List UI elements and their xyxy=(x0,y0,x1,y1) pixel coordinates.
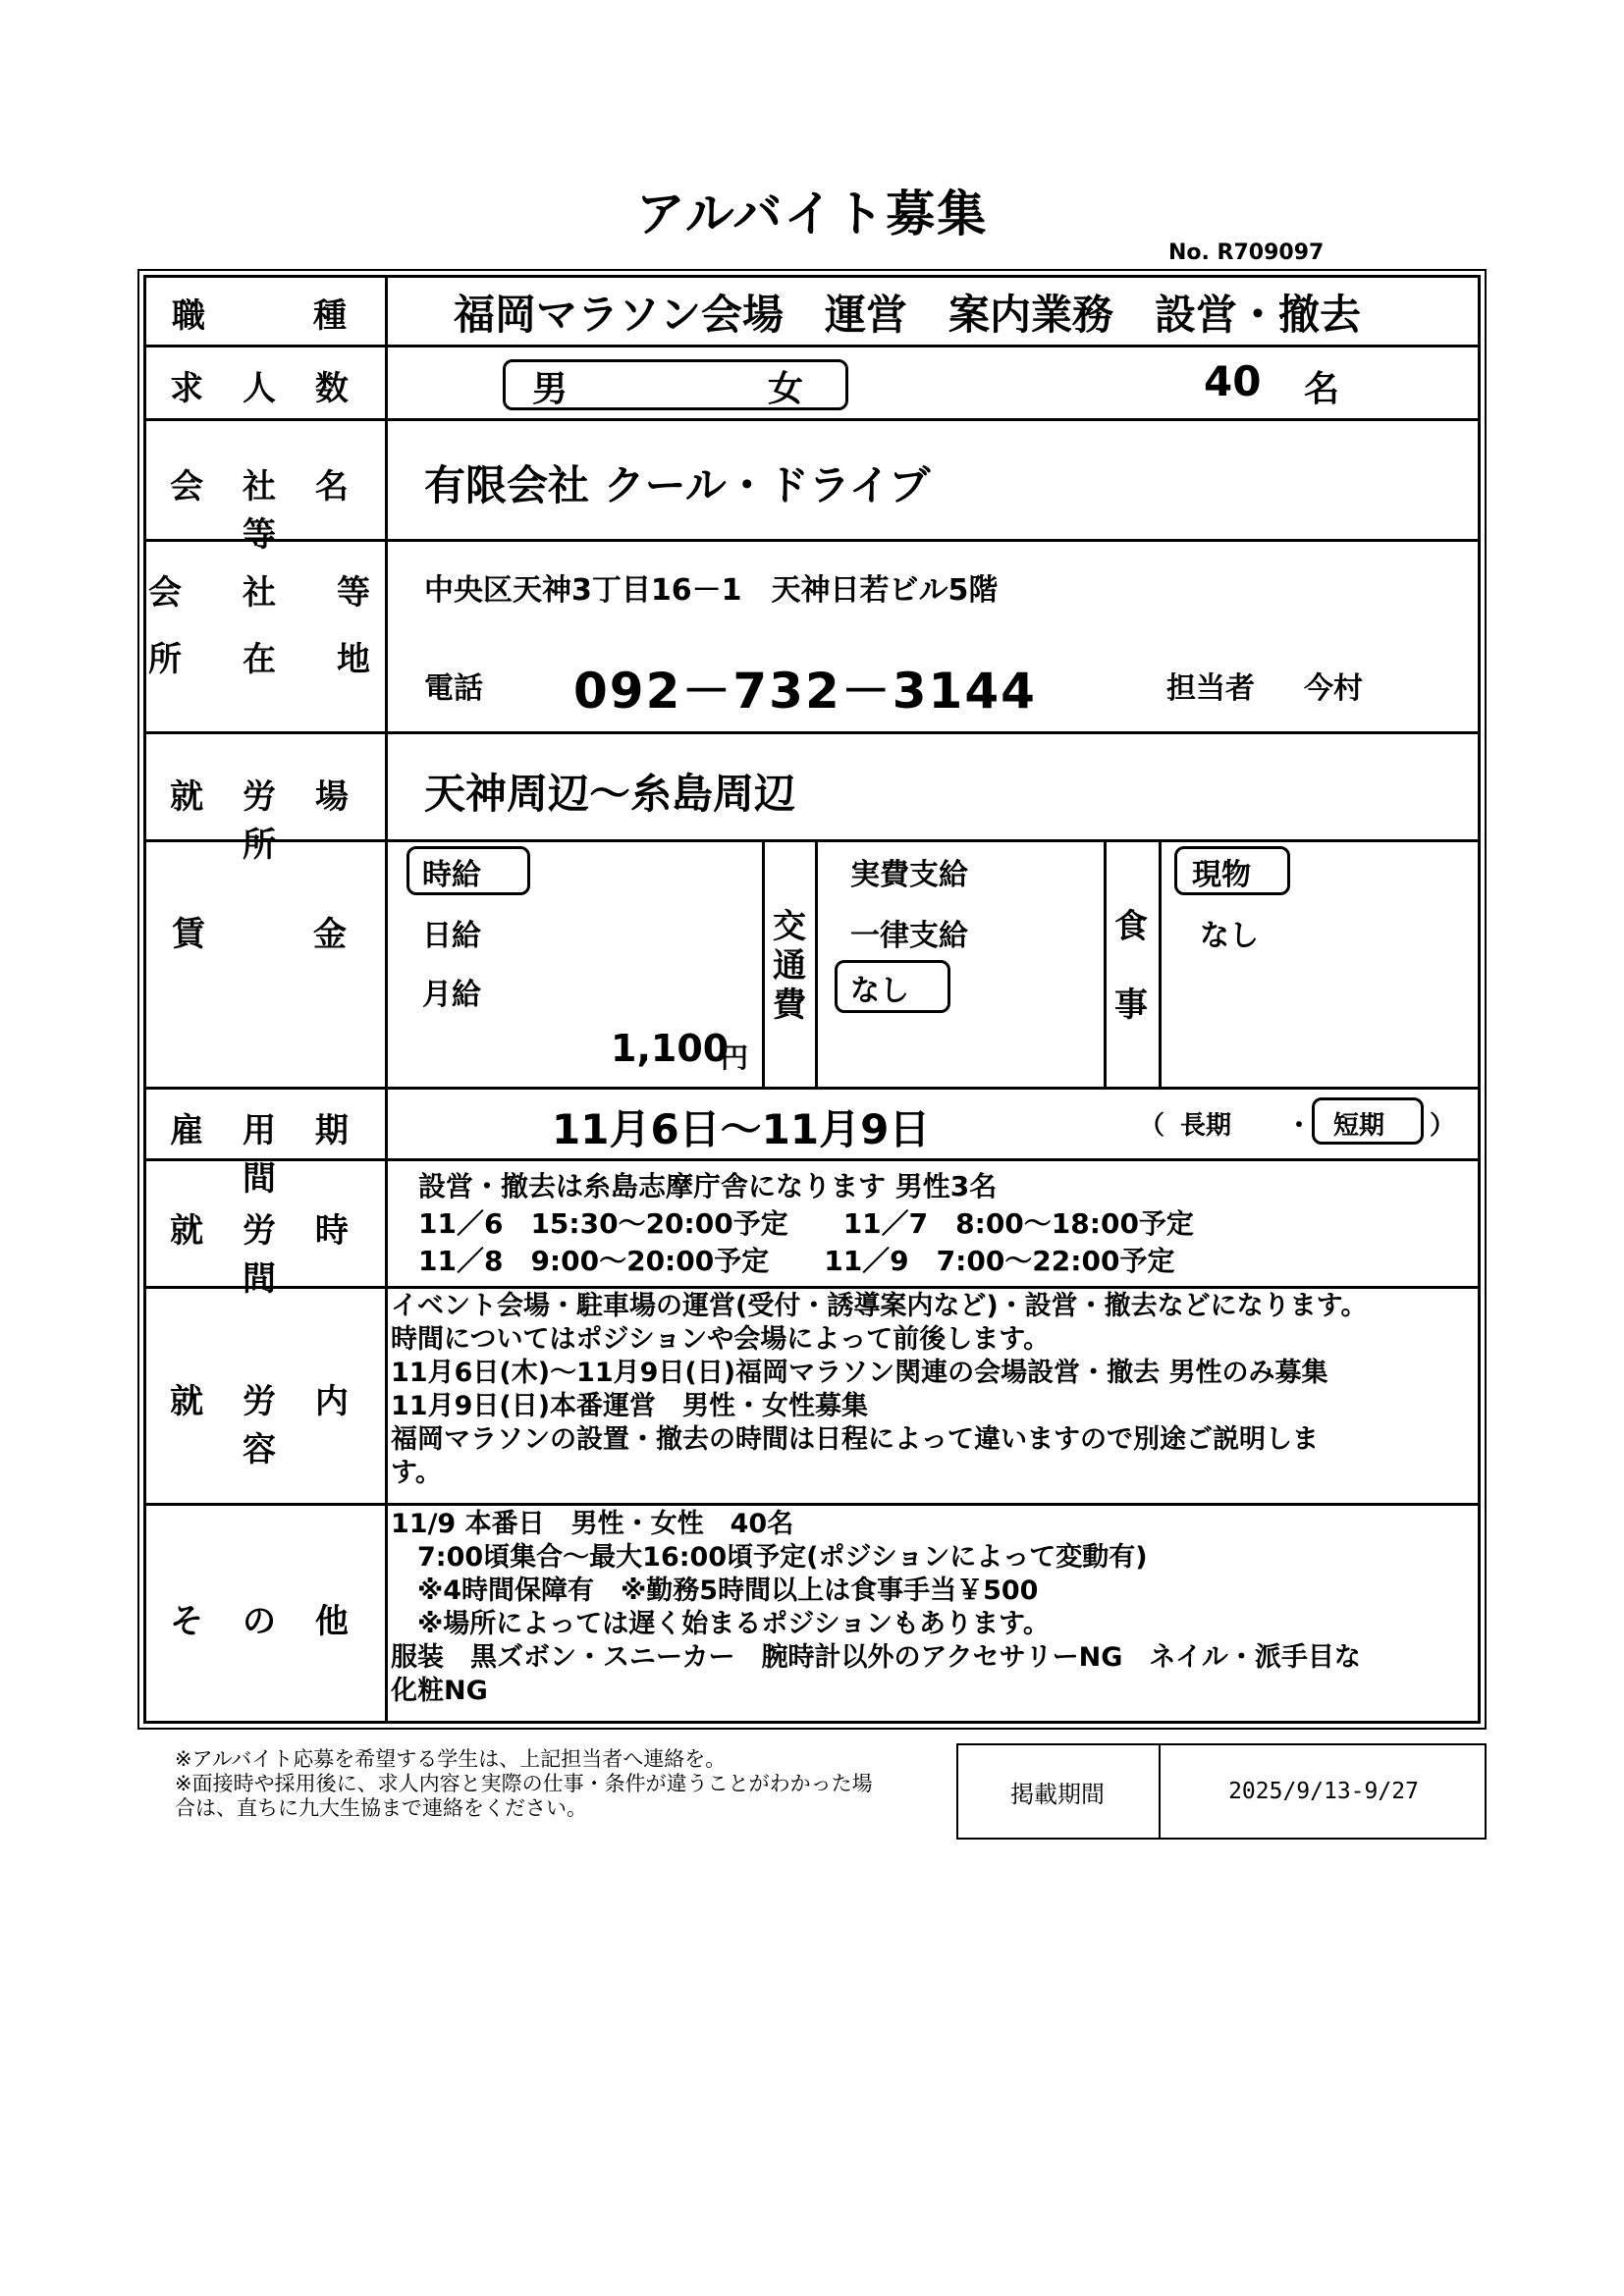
address-label-line1: 会 社 等 xyxy=(148,573,384,613)
hours-label: 就 労 時 間 xyxy=(170,1211,362,1299)
transport-flat: 一律支給 xyxy=(850,919,968,953)
period-value: 11月6日～11月9日 xyxy=(552,1105,931,1153)
wage-amount: 1,100 xyxy=(611,1027,730,1070)
content-line: イベント会場・駐車場の運営(受付・誘導案内など)・設営・撤去などになります。 xyxy=(391,1291,1368,1321)
company-label: 会 社 名 等 xyxy=(170,467,362,555)
wage-hourly: 時給 xyxy=(422,858,481,892)
wage-label: 賃 金 xyxy=(172,915,360,954)
contact-name: 今村 xyxy=(1304,671,1363,706)
other-line: 服装 黒ズボン・スニーカー 腕時計以外のアクセサリーNG ネイル・派手目な xyxy=(391,1642,1361,1673)
row-divider xyxy=(143,1087,1481,1090)
job-type-label: 職 種 xyxy=(172,296,360,336)
other-line: 7:00頃集合～最大16:00頃予定(ポジションによって変動有) xyxy=(391,1542,1148,1573)
period-open-paren: （ xyxy=(1139,1111,1165,1141)
period-long-term: 長期 xyxy=(1180,1111,1232,1141)
publish-period-value: 2025/9/13-9/27 xyxy=(1228,1779,1419,1804)
meal-kind: 現物 xyxy=(1192,858,1251,892)
meal-label-char: 事 xyxy=(1114,986,1148,1025)
gender-male: 男 xyxy=(532,369,568,409)
transport-label-char: 費 xyxy=(773,986,806,1025)
company-name: 有限会社 クール・ドライブ xyxy=(424,461,931,509)
footer-note: ※面接時や採用後に、求人内容と実際の仕事・条件が違うことがわかった場 xyxy=(175,1772,873,1795)
footer-note: ※アルバイト応募を希望する学生は、上記担当者へ連絡を。 xyxy=(175,1747,727,1771)
content-line: 時間についてはポジションや会場によって前後します。 xyxy=(391,1324,1051,1355)
headcount-label: 求 人 数 xyxy=(170,369,362,408)
gender-female: 女 xyxy=(768,369,804,409)
hours-line: 11／6 15:30～20:00予定 11／7 8:00～18:00予定 xyxy=(418,1207,1194,1240)
row-divider xyxy=(143,345,1481,347)
other-line: ※4時間保障有 ※勤務5時間以上は食事手当￥500 xyxy=(391,1575,1039,1606)
document-number: No. R709097 xyxy=(1168,240,1325,265)
workplace-value: 天神周辺～糸島周辺 xyxy=(424,770,796,818)
headcount-unit: 名 xyxy=(1304,369,1340,409)
meal-value: なし xyxy=(1200,919,1259,953)
content-line: 福岡マラソンの設置・撤去の時間は日程によって違いますので別途ご説明しま xyxy=(391,1424,1319,1455)
period-label: 雇 用 期 間 xyxy=(170,1111,362,1199)
transport-none: なし xyxy=(850,974,909,1008)
row-divider xyxy=(143,418,1481,421)
other-line: 化粧NG xyxy=(391,1676,488,1706)
workplace-label: 就 労 場 所 xyxy=(170,777,362,865)
period-short-term: 短期 xyxy=(1333,1111,1385,1141)
address-label-line2: 所 在 地 xyxy=(148,640,384,679)
period-dot: ・ xyxy=(1286,1111,1313,1141)
wage-divider xyxy=(1104,839,1107,1087)
wage-divider xyxy=(1159,839,1162,1087)
transport-actual: 実費支給 xyxy=(850,858,968,892)
other-label: そ の 他 xyxy=(170,1602,362,1641)
period-close-paren: ） xyxy=(1430,1111,1456,1141)
wage-divider xyxy=(815,839,818,1087)
publish-period-label: 掲載期間 xyxy=(956,1743,1161,1840)
hours-line: 11／8 9:00～20:00予定 11／9 7:00～22:00予定 xyxy=(418,1245,1175,1277)
content-line: す。 xyxy=(391,1458,442,1488)
hours-line: 設営・撤去は糸島志摩庁舎になります 男性3名 xyxy=(418,1170,998,1202)
job-type-value: 福岡マラソン会場 運営 案内業務 設営・撤去 xyxy=(454,291,1362,339)
meal-label-char: 食 xyxy=(1114,907,1148,946)
content-label: 就 労 内 容 xyxy=(170,1382,362,1469)
wage-yen: 円 xyxy=(721,1041,749,1074)
headcount-number: 40 xyxy=(1204,357,1262,405)
phone-label: 電話 xyxy=(424,671,483,706)
other-line: 11/9 本番日 男性・女性 40名 xyxy=(391,1509,794,1539)
page-title: アルバイト募集 xyxy=(635,186,989,242)
phone-number: 092－732－3144 xyxy=(573,663,1037,720)
wage-daily: 日給 xyxy=(422,919,481,953)
transport-label-char: 通 xyxy=(773,946,806,986)
contact-label: 担当者 xyxy=(1166,671,1255,706)
wage-monthly: 月給 xyxy=(422,978,481,1012)
row-divider xyxy=(143,1503,1481,1506)
content-line: 11月6日(木)～11月9日(日)福岡マラソン関連の会場設営・撤去 男性のみ募集 xyxy=(391,1358,1328,1388)
footer-note: 合は、直ちに九大生協まで連絡をください。 xyxy=(175,1796,587,1820)
other-line: ※場所によっては遅く始まるポジションもあります。 xyxy=(391,1609,1050,1639)
address-value: 中央区天神3丁目16－1 天神日若ビル5階 xyxy=(424,573,999,608)
content-line: 11月9日(日)本番運営 男性・女性募集 xyxy=(391,1391,869,1421)
row-divider xyxy=(143,731,1481,734)
transport-label-char: 交 xyxy=(773,907,806,946)
wage-divider xyxy=(762,839,765,1087)
